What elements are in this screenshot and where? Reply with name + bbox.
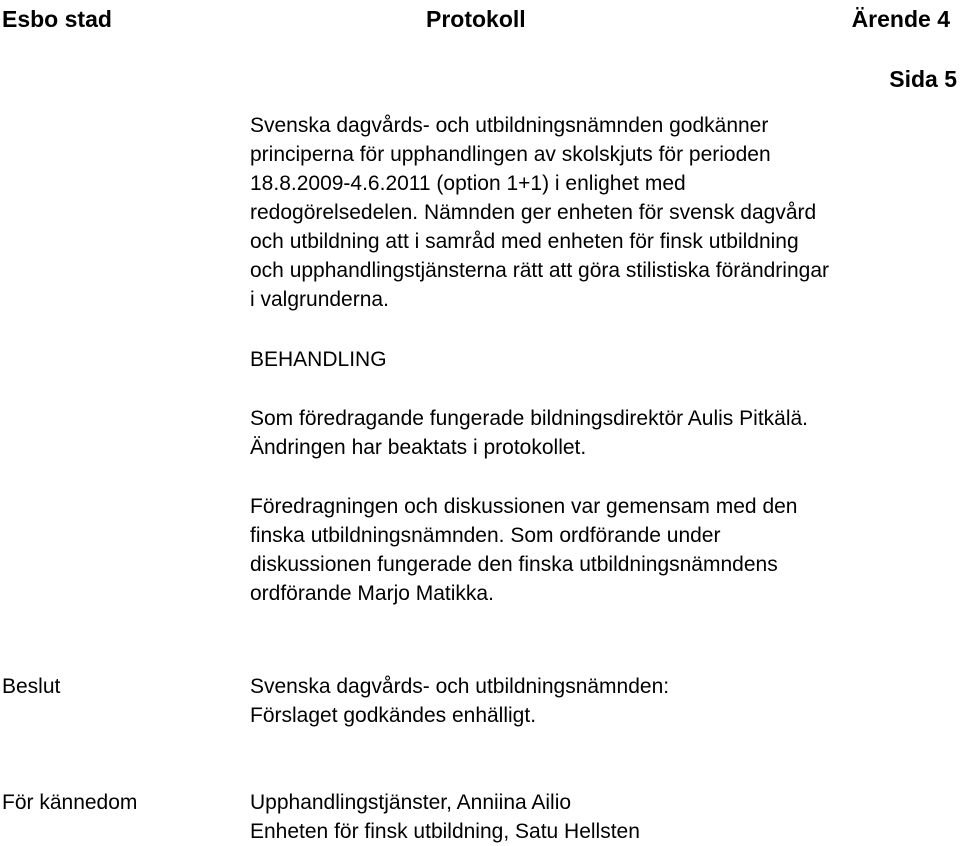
intro-paragraph [250, 111, 950, 314]
header-document-type: Protokoll [426, 6, 526, 32]
discussion-line: Föredragningen och diskussionen var gemensam med den [250, 495, 798, 518]
beslut-line: Förslaget godkändes enhälligt. [250, 704, 537, 727]
beslut-text [250, 672, 950, 730]
header-municipality: Esbo stad [2, 6, 112, 32]
kannedom-text [250, 788, 950, 846]
kannedom-line: Enheten för finsk utbildning, Satu Hellsten [250, 820, 640, 843]
beslut-line: Svenska dagvårds- och utbildningsnämnden: [250, 675, 670, 698]
kannedom-line: Upphandlingstjänster, Anniina Ailio [250, 791, 572, 814]
intro-line: och upphandlingstjänsterna rätt att göra stilistiska förändringar [250, 259, 829, 282]
behandling-line: Som föredragande fungerade bildningsdirektör Aulis Pitkälä. [250, 407, 809, 430]
discussion-line: diskussionen fungerade den finska utbildningsnämndens [250, 553, 778, 576]
intro-line: 18.8.2009-4.6.2011 (option 1+1) i enlighet med [250, 172, 686, 195]
intro-line: principerna för upphandlingen av skolskjuts för perioden [250, 143, 771, 166]
discussion-paragraph [250, 492, 950, 608]
intro-line: och utbildning att i samråd med enheten för finsk utbildning [250, 230, 799, 253]
behandling-paragraph [250, 404, 950, 462]
intro-line: Svenska dagvårds- och utbildningsnämnden godkänner [250, 114, 769, 137]
intro-line: redogörelsedelen. Nämnden ger enheten för svensk dagvård [250, 201, 817, 224]
behandling-line: Ändringen har beaktats i protokollet. [250, 436, 587, 459]
discussion-line: ordförande Marjo Matikka. [250, 582, 494, 605]
discussion-line: finska utbildningsnämnden. Som ordförande under [250, 524, 721, 547]
kannedom-label: För kännedom [2, 791, 138, 814]
page-number: Sida 5 [889, 66, 957, 92]
header-case-number: Ärende 4 [851, 6, 950, 32]
behandling-heading: BEHANDLING [250, 348, 387, 371]
beslut-label: Beslut [2, 675, 61, 698]
intro-line: i valgrunderna. [250, 288, 389, 311]
